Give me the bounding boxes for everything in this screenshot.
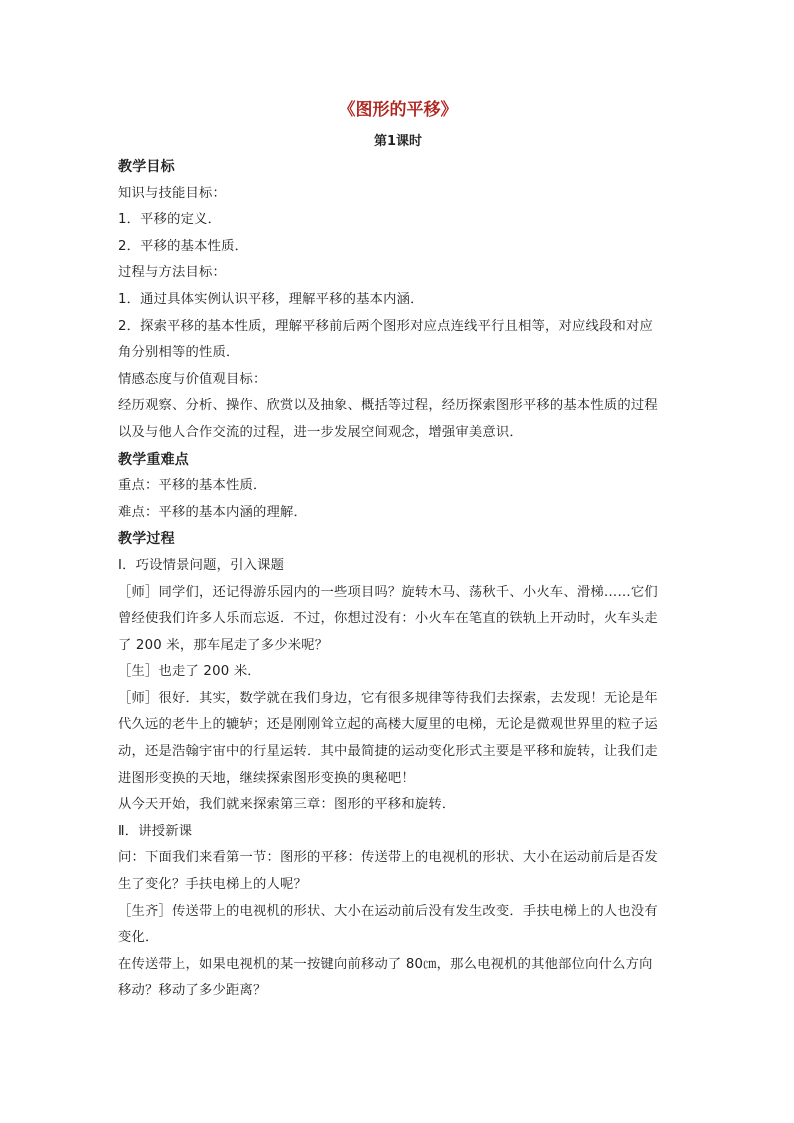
text-line: Ⅰ．巧设情景问题，引入课题 — [118, 557, 285, 573]
document-title: 《图形的平移》 — [338, 100, 458, 120]
document-page — [118, 96, 678, 1005]
text-line: ［师］很好．其实，数学就在我们身边，它有很多规律等待我们去探索，去发现！无论是年 — [118, 690, 658, 706]
text-line: 了 200 米，那车尾走了多少米呢？ — [118, 637, 329, 653]
text-line: 移动？移动了多少距离？ — [118, 983, 267, 999]
text-line: 1．通过具体实例认识平移，理解平移的基本内涵． — [118, 291, 424, 307]
text-line: 2．平移的基本性质． — [118, 238, 249, 254]
lesson-subtitle: 第1课时 — [373, 134, 423, 149]
text-line: 变化． — [118, 930, 159, 946]
text-line: 重点：平移的基本性质． — [118, 478, 267, 494]
text-line: 经历观察、分析、操作、欣赏以及抽象、概括等过程，经历探索图形平移的基本性质的过程 — [118, 398, 658, 414]
document-body — [118, 154, 678, 1005]
text-line: 在传送带上，如果电视机的某一按键向前移动了 80㎝，那么电视机的其他部位向什么方向 — [118, 956, 653, 972]
text-line: 2．探索平移的基本性质，理解平移前后两个图形对应点连线平行且相等，对应线段和对应 — [118, 318, 654, 334]
text-line: 问：下面我们来看第一节：图形的平移：传送带上的电视机的形状、大小在运动前后是否发 — [118, 850, 658, 866]
section-heading: 教学目标 — [118, 159, 175, 175]
text-line: 生了变化？手扶电梯上的人呢？ — [118, 877, 307, 893]
text-line: 角分别相等的性质． — [118, 345, 240, 361]
text-line: 过程与方法目标： — [118, 265, 226, 281]
text-line: 1．平移的定义． — [118, 212, 222, 228]
text-line: 代久远的老牛上的辘轳；还是刚刚耸立起的高楼大厦里的电梯，无论是微观世界里的粒子运 — [118, 717, 658, 733]
text-line: 进图形变换的天地，继续探索图形变换的奥秘吧！ — [118, 770, 415, 786]
text-line: 曾经使我们许多人乐而忘返．不过，你想过没有：小火车在笔直的铁轨上开动时，火车头走 — [118, 611, 658, 627]
text-line: 知识与技能目标： — [118, 185, 226, 201]
text-line: 动，还是浩翰宇宙中的行星运转．其中最简捷的运动变化形式主要是平移和旋转，让我们走 — [118, 744, 658, 760]
text-line: 从今天开始，我们就来探索第三章：图形的平移和旋转． — [118, 797, 456, 813]
text-line: 难点：平移的基本内涵的理解． — [118, 504, 307, 520]
text-line: 情感态度与价值观目标： — [118, 371, 267, 387]
text-line: ［生齐］传送带上的电视机的形状、大小在运动前后没有发生改变．手扶电梯上的人也没有 — [118, 903, 658, 919]
text-line: ［师］同学们，还记得游乐园内的一些项目吗？旋转木马、荡秋千、小火车、滑梯……它们 — [118, 584, 658, 600]
section-heading: 教学过程 — [118, 531, 175, 548]
text-line: 以及与他人合作交流的过程，进一步发展空间观念，增强审美意识． — [118, 424, 523, 440]
text-line: Ⅱ．讲授新课 — [118, 823, 193, 839]
section-heading: 教学重难点 — [118, 451, 189, 468]
text-line: ［生］也走了 200 米． — [118, 664, 261, 680]
